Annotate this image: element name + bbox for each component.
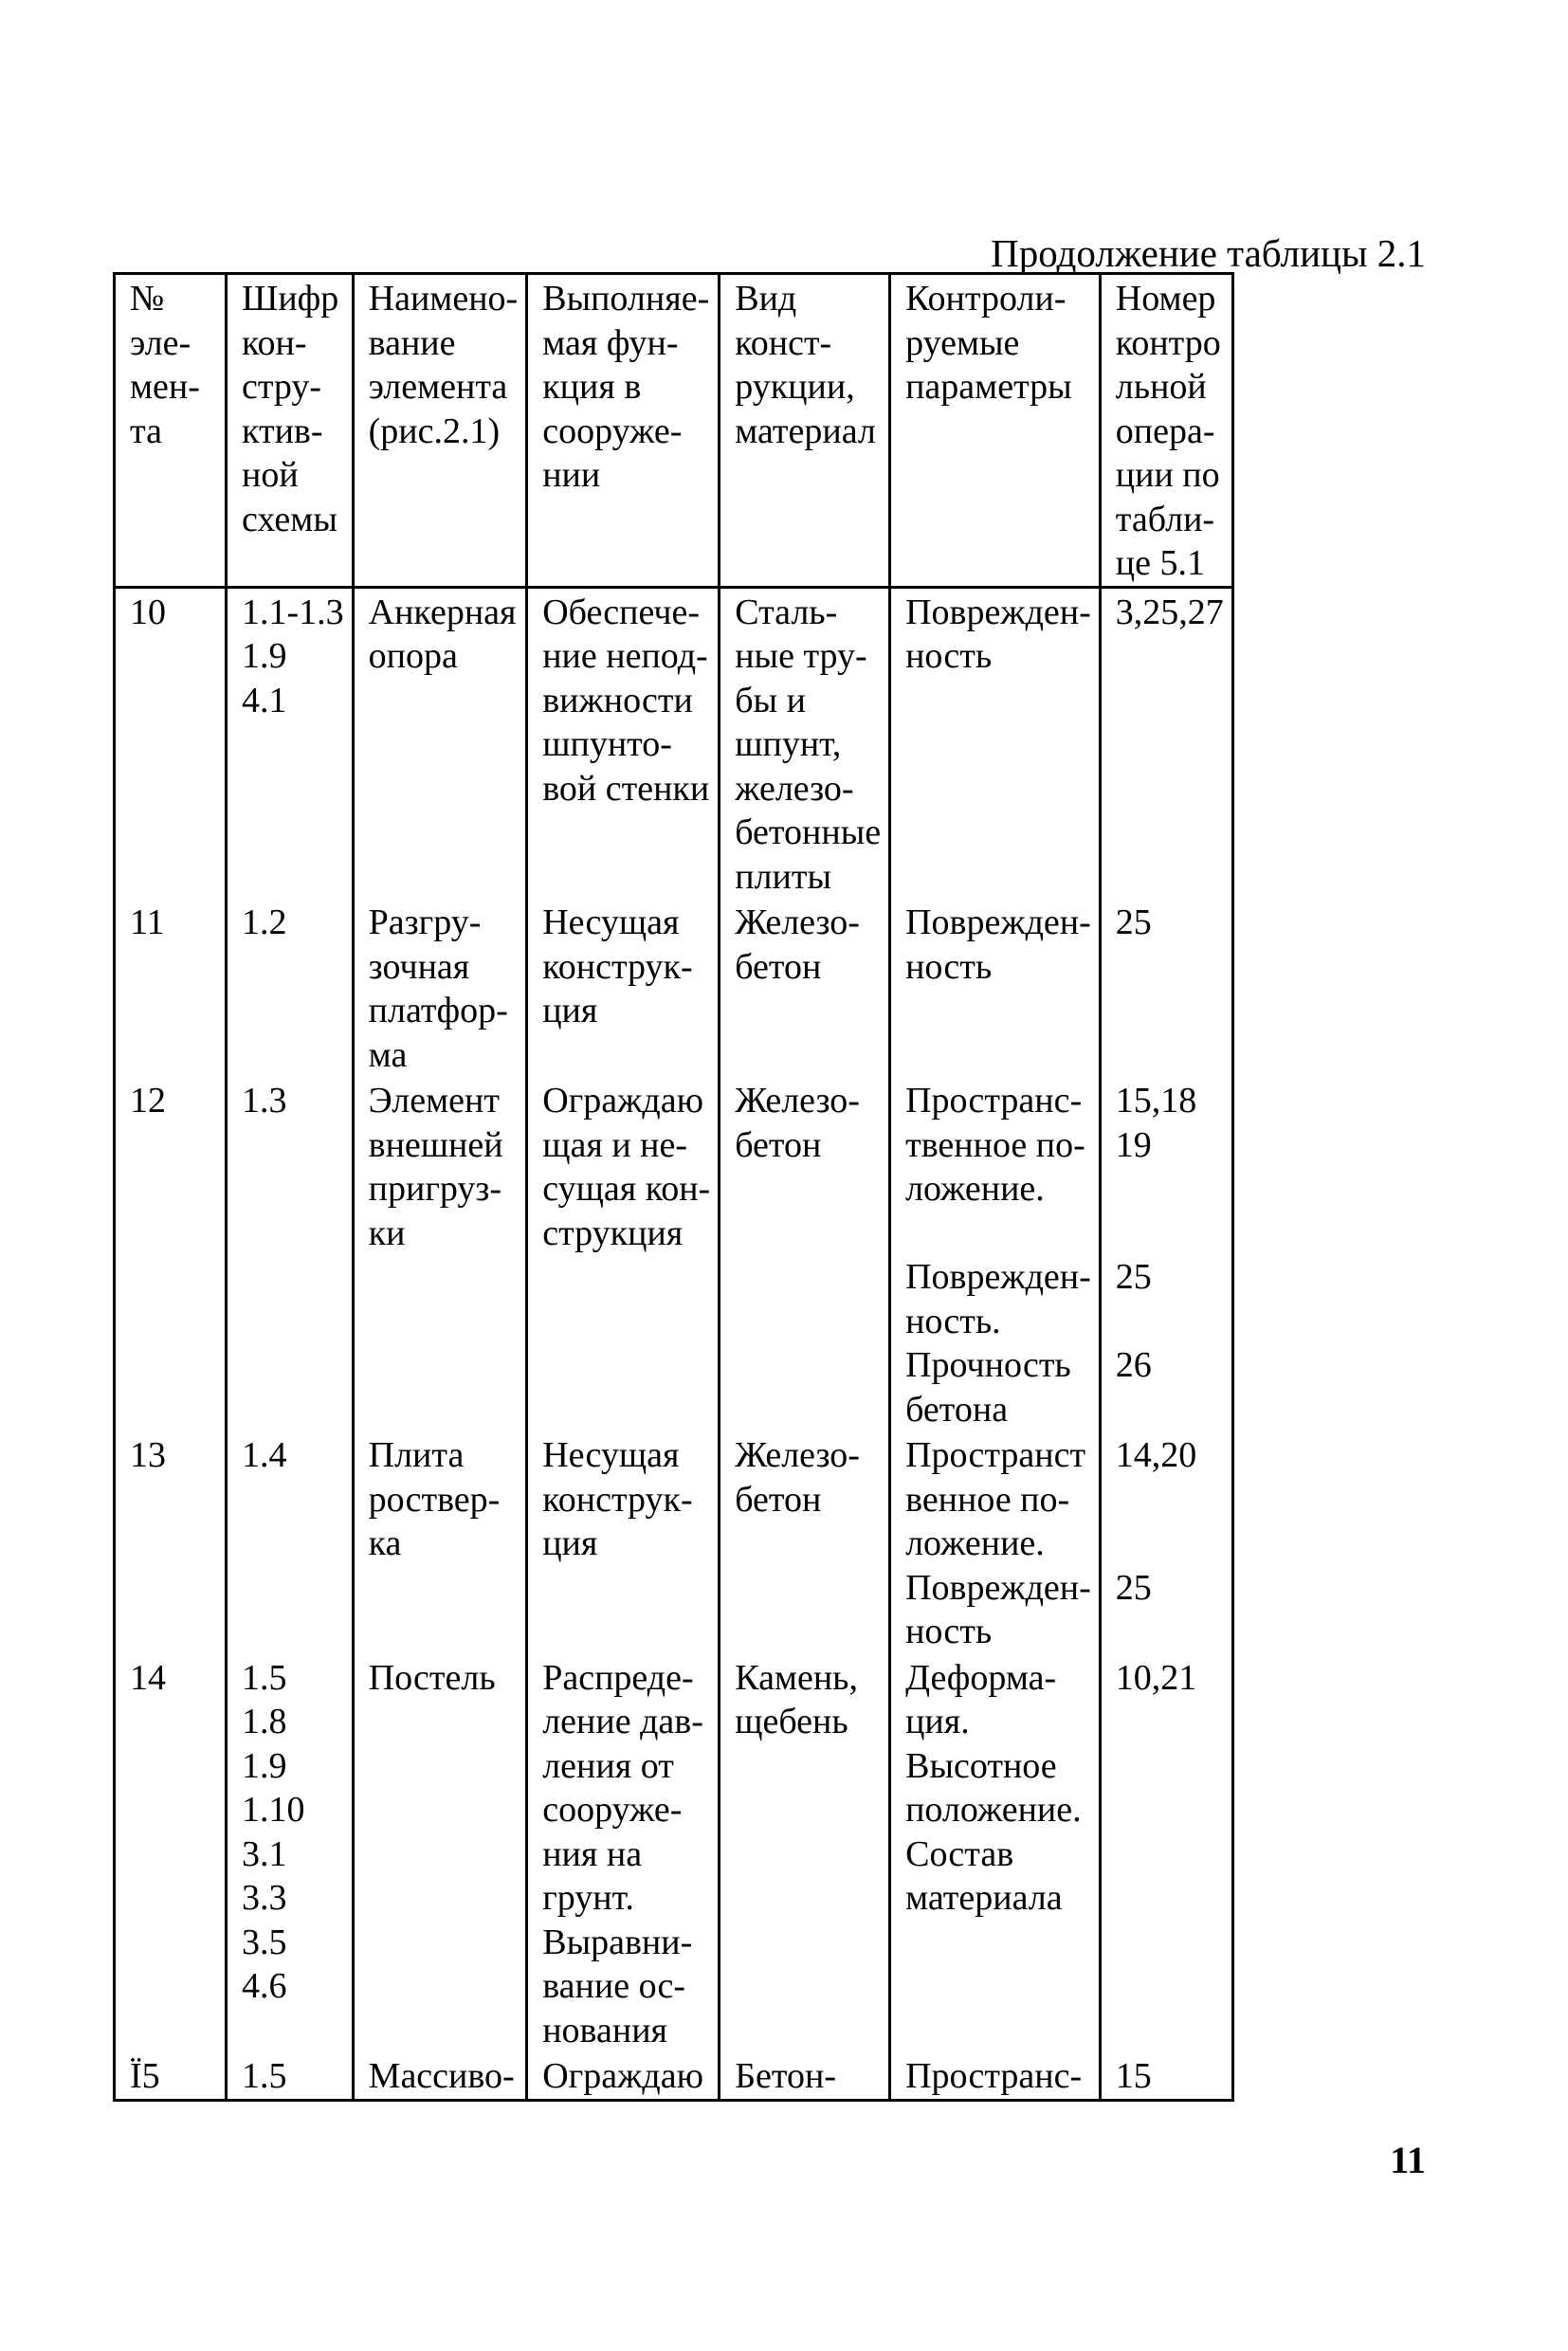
cell-text-line: схемы	[242, 499, 337, 539]
cell-element-number	[115, 899, 227, 1077]
cell-controlled-parameters	[890, 899, 1101, 1077]
cell-element-name	[353, 1654, 527, 2053]
cell-text-line: ной	[242, 455, 299, 495]
cell-text-line: ния на	[542, 1833, 643, 1874]
cell-text-line: пригруз-	[368, 1169, 502, 1209]
cell-text-line: внешней	[368, 1124, 503, 1165]
cell-scheme-code	[227, 1077, 354, 1431]
cell-text-line	[1116, 1522, 1224, 1566]
cell-scheme-code	[227, 274, 354, 588]
cell-text-line	[905, 1212, 1091, 1256]
cell-text-line: 1.9	[242, 636, 287, 676]
cell-text-line	[1116, 1478, 1224, 1522]
data-table	[113, 272, 1234, 2102]
cell-text-line: шпунт,	[735, 724, 842, 764]
cell-text-line: роствер-	[368, 1479, 501, 1520]
cell-text-line: Выравни-	[542, 1922, 693, 1962]
cell-text-line: 11	[130, 902, 165, 942]
cell-scheme-code	[227, 899, 354, 1077]
cell-function	[527, 2052, 720, 2100]
cell-text-line: ные тру-	[735, 636, 867, 676]
cell-text-line: 26	[1115, 1345, 1152, 1385]
cell-text-line: ление дав-	[542, 1702, 703, 1741]
cell-text-line	[1116, 1610, 1224, 1654]
cell-text-line: Несущая	[542, 1435, 680, 1475]
cell-text-line	[1116, 1167, 1224, 1212]
cell-text-line: материала	[905, 1878, 1063, 1918]
cell-text-line: Контроли-	[905, 279, 1067, 319]
cell-text-line: Номер	[1115, 279, 1216, 319]
table-row	[115, 2052, 1233, 2100]
cell-controlled-parameters	[890, 1654, 1101, 2053]
cell-text-line: Шифр	[242, 279, 339, 319]
cell-text-line: шпунто-	[542, 724, 672, 764]
cell-text-line: бетон	[735, 1124, 822, 1165]
cell-text-line: ность	[905, 636, 993, 676]
cell-text-line: Пространс-	[905, 1081, 1083, 1121]
cell-construction-material	[720, 587, 890, 899]
cell-text-line: струкция	[542, 1212, 684, 1253]
cell-text-line: нии	[542, 455, 601, 495]
cell-text-line: материал	[735, 410, 876, 451]
cell-text-line: Пространст	[905, 1435, 1086, 1475]
cell-text-line: 25	[1115, 1257, 1152, 1297]
cell-function	[527, 899, 720, 1077]
cell-text-line: 1.9	[242, 1745, 287, 1786]
cell-text-line: опора	[368, 636, 458, 676]
cell-text-line: Поврежден-	[905, 592, 1091, 632]
cell-text-line: Анкерная	[368, 592, 517, 632]
cell-text-line: ции по	[1115, 455, 1220, 495]
cell-text-line: Обеспече-	[542, 592, 701, 632]
cell-construction-material	[720, 274, 890, 588]
table-caption: Продолжение таблицы 2.1	[991, 231, 1426, 275]
cell-text-line: ция	[542, 991, 598, 1030]
cell-operation-number	[1100, 1654, 1232, 2053]
cell-text-line: зочная	[368, 946, 470, 987]
cell-text-line: 1.2	[242, 902, 287, 942]
cell-text-line: сооруже-	[542, 410, 683, 451]
cell-text-line: элемента	[368, 367, 508, 407]
cell-text-line: вижности	[542, 680, 693, 720]
cell-controlled-parameters	[890, 1431, 1101, 1654]
cell-text-line: Наимено-	[368, 279, 519, 319]
cell-text-line: табли-	[1115, 499, 1215, 539]
cell-text-line: ка	[368, 1523, 402, 1563]
header-row	[115, 274, 1233, 588]
cell-element-number	[115, 274, 227, 588]
cell-text-line: параметры	[905, 367, 1072, 407]
cell-text-line: Ограждаю	[542, 2056, 703, 2096]
cell-text-line	[1116, 1388, 1224, 1432]
cell-text-line: нования	[542, 2010, 668, 2050]
cell-function	[527, 1077, 720, 1431]
cell-scheme-code	[227, 587, 354, 899]
cell-controlled-parameters	[890, 1077, 1101, 1431]
cell-text-line: сущая кон-	[542, 1169, 711, 1209]
cell-text-line: 4.6	[242, 1966, 287, 2006]
cell-text-line: Выполняе-	[542, 279, 710, 319]
cell-text-line: ма	[368, 1034, 408, 1075]
cell-element-number	[115, 1431, 227, 1654]
cell-element-name	[353, 1077, 527, 1431]
cell-scheme-code	[227, 2052, 354, 2100]
cell-text-line: ние непод-	[542, 636, 708, 676]
cell-text-line	[1116, 1300, 1224, 1344]
cell-construction-material	[720, 1654, 890, 2053]
cell-element-number	[115, 587, 227, 899]
cell-text-line: щебень	[735, 1702, 848, 1741]
cell-controlled-parameters	[890, 587, 1101, 899]
cell-text-line: Плита	[368, 1435, 465, 1475]
cell-text-line: 1.8	[242, 1702, 287, 1741]
cell-text-line: 13	[130, 1435, 166, 1475]
cell-text-line: 1.3	[242, 1081, 287, 1121]
cell-text-line: №	[130, 279, 165, 319]
cell-function	[527, 587, 720, 899]
cell-element-name	[353, 274, 527, 588]
cell-text-line: мен-	[130, 367, 200, 407]
cell-text-line: вание ос-	[542, 1966, 686, 2006]
cell-text-line: 3.5	[242, 1922, 287, 1962]
cell-element-number	[115, 2052, 227, 2100]
cell-scheme-code	[227, 1654, 354, 2053]
cell-text-line: рукции,	[735, 367, 855, 407]
cell-text-line: Высотное	[905, 1745, 1057, 1786]
cell-operation-number	[1100, 274, 1232, 588]
cell-operation-number	[1100, 1077, 1232, 1431]
cell-text-line: Несущая	[542, 902, 680, 942]
cell-text-line: Железо-	[735, 902, 860, 942]
cell-text-line: 12	[130, 1081, 166, 1121]
cell-construction-material	[720, 899, 890, 1077]
cell-text-line: ность	[905, 1612, 993, 1651]
cell-text-line: Состав	[905, 1833, 1014, 1874]
cell-text-line: 3,25,27	[1115, 592, 1224, 632]
cell-text-line: 14,20	[1115, 1435, 1197, 1475]
cell-text-line: ложение.	[905, 1523, 1045, 1563]
cell-controlled-parameters	[890, 2052, 1101, 2100]
cell-controlled-parameters	[890, 274, 1101, 588]
cell-text-line: твенное по-	[905, 1124, 1085, 1165]
cell-text-line: 10	[130, 592, 166, 632]
cell-text-line: 1.10	[242, 1790, 305, 1830]
cell-text-line: 3.3	[242, 1878, 287, 1918]
cell-text-line: платфор-	[368, 991, 508, 1030]
cell-text-line: стру-	[242, 367, 322, 407]
cell-text-line: Прочность	[905, 1345, 1071, 1385]
cell-text-line: бы и	[735, 680, 806, 720]
table-row	[115, 899, 1233, 1077]
cell-text-line: опера-	[1115, 410, 1215, 451]
cell-text-line: Массиво-	[368, 2056, 515, 2096]
cell-construction-material	[720, 2052, 890, 2100]
cell-element-name	[353, 2052, 527, 2100]
cell-text-line: Вид	[735, 279, 797, 319]
cell-text-line: конст-	[735, 322, 832, 363]
cell-text-line: 15,18	[1115, 1081, 1197, 1121]
cell-text-line: железо-	[735, 768, 854, 809]
cell-text-line: ктив-	[242, 410, 323, 451]
cell-text-line: 10,21	[1115, 1657, 1197, 1698]
cell-text-line: ки	[368, 1212, 406, 1253]
cell-function	[527, 1431, 720, 1654]
cell-text-line: контро	[1115, 322, 1221, 363]
cell-text-line: бетон	[735, 946, 822, 987]
cell-text-line: сооруже-	[542, 1790, 683, 1830]
cell-text-line	[1116, 1212, 1224, 1256]
cell-text-line: кон-	[242, 322, 307, 363]
cell-scheme-code	[227, 1431, 354, 1654]
cell-text-line: Камень,	[735, 1657, 859, 1698]
table-row	[115, 587, 1233, 899]
cell-construction-material	[720, 1077, 890, 1431]
cell-text-line: Поврежден-	[905, 1567, 1091, 1608]
cell-text-line: бетонные	[735, 812, 882, 852]
cell-operation-number	[1100, 587, 1232, 899]
cell-text-line: Железо-	[735, 1435, 860, 1475]
cell-text-line: та	[130, 410, 162, 451]
page-number: 11	[1390, 2139, 1426, 2181]
cell-text-line: ность.	[905, 1301, 1001, 1341]
cell-text-line: венное по-	[905, 1479, 1070, 1520]
cell-operation-number	[1100, 1431, 1232, 1654]
cell-text-line: Железо-	[735, 1081, 860, 1121]
cell-text-line: льной	[1115, 367, 1207, 407]
cell-text-line: 4.1	[242, 680, 287, 720]
cell-operation-number	[1100, 899, 1232, 1077]
cell-text-line: ность	[905, 946, 993, 987]
cell-element-name	[353, 587, 527, 899]
cell-text-line: плиты	[735, 856, 831, 897]
cell-text-line: 1.5	[242, 1657, 287, 1698]
cell-text-line: положение.	[905, 1790, 1082, 1830]
cell-text-line: Деформа-	[905, 1657, 1057, 1698]
cell-element-name	[353, 1431, 527, 1654]
cell-text-line: 19	[1115, 1124, 1152, 1165]
cell-text-line: 25	[1115, 902, 1152, 942]
cell-text-line: руемые	[905, 322, 1020, 363]
cell-text-line: вой стенки	[542, 768, 710, 809]
cell-text-line: Ï5	[130, 2056, 160, 2096]
cell-text-line: конструк-	[542, 946, 693, 987]
table-row	[115, 1654, 1233, 2053]
cell-construction-material	[720, 1431, 890, 1654]
cell-text-line: Ограждаю	[542, 1081, 703, 1121]
cell-text-line: (рис.2.1)	[368, 410, 501, 451]
cell-text-line: бетон	[735, 1479, 822, 1520]
cell-text-line: вание	[368, 322, 456, 363]
cell-text-line: бетона	[905, 1389, 1009, 1430]
cell-text-line: ложение.	[905, 1169, 1045, 1209]
cell-text-line: ция	[542, 1523, 598, 1563]
cell-text-line: Бетон-	[735, 2056, 837, 2096]
cell-text-line: Сталь-	[735, 592, 838, 632]
cell-element-number	[115, 1077, 227, 1431]
cell-text-line: 1.1-1.3	[242, 592, 344, 632]
cell-text-line: Постель	[368, 1657, 496, 1698]
cell-function	[527, 274, 720, 588]
cell-text-line: 3.1	[242, 1833, 287, 1874]
cell-text-line: кция в	[542, 367, 642, 407]
table-row	[115, 1077, 1233, 1431]
cell-text-line: ления от	[542, 1745, 674, 1786]
cell-text-line: 1.5	[242, 2056, 287, 2096]
cell-text-line: ция.	[905, 1702, 970, 1741]
cell-text-line: Разгру-	[368, 902, 482, 942]
cell-function	[527, 1654, 720, 2053]
cell-text-line: Поврежден-	[905, 1257, 1091, 1297]
cell-text-line: 14	[130, 1657, 166, 1698]
cell-text-line: Поврежден-	[905, 902, 1091, 942]
cell-text-line: 15	[1115, 2056, 1152, 2096]
cell-operation-number	[1100, 2052, 1232, 2100]
cell-text-line: конструк-	[542, 1479, 693, 1520]
cell-text-line: мая фун-	[542, 322, 679, 363]
cell-text-line: щая и не-	[542, 1124, 688, 1165]
cell-text-line: Распреде-	[542, 1657, 694, 1698]
cell-text-line: це 5.1	[1115, 543, 1205, 583]
cell-text-line: Элемент	[368, 1081, 500, 1121]
cell-text-line: 1.4	[242, 1435, 287, 1475]
cell-element-name	[353, 899, 527, 1077]
cell-element-number	[115, 1654, 227, 2053]
cell-text-line: эле-	[130, 322, 191, 363]
table-row	[115, 1431, 1233, 1654]
cell-text-line: Пространс-	[905, 2056, 1083, 2096]
cell-text-line: грунт.	[542, 1878, 634, 1918]
cell-text-line: 25	[1115, 1567, 1152, 1608]
